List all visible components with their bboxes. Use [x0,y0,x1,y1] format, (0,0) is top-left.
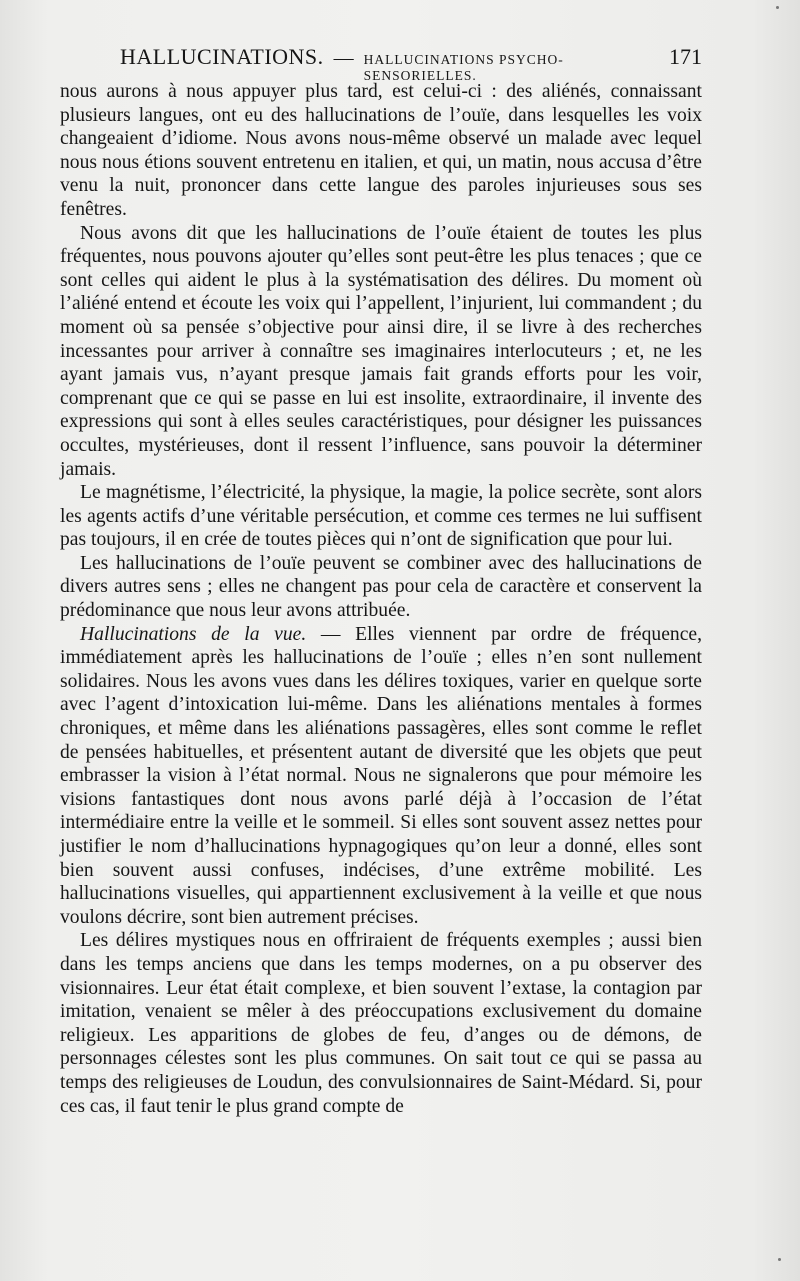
header-subtitle: HALLUCINATIONS PSYCHO-SENSORIELLES. [363,52,564,83]
paragraph-italic-lead: Hallucinations de la vue. [80,623,307,645]
paragraph-text: Nous avons dit que les hallucinations de l’ouïe étaient de toutes les plus fréquentes, nous pouvons ajouter qu’elles sont peut-être les plus tenaces ; que ce sont celles qui aident le plus à la systématisation des délires. Du moment où l’aliéné entend et écoute les voix qui l’appellent, l’injurient, lui commandent ; du moment où sa pensée s’objective pour ainsi dire, il se livre à des recherches incessantes pour arriver à connaître ses imaginaires interlocuteurs ; et, ne les ayant jamais vus, n’ayant presque jamais fait grands efforts pour les voir, comprenant que ce qui se passe en lui est insolite, extraordinaire, il invente des expressions qui sont à elles seules caractéristiques, pour désigner les puissances occultes, mystérieuses, dont il ressent l’influence, sans pouvoir la déterminer jamais. [60,222,702,480]
paragraph [60,80,702,222]
running-title [60,44,669,84]
paragraph-text: — Elles viennent par ordre de fréquence, immédiatement après les hallucinations de l’ouïe ; elles n’en sont nullement solidaires. Nous les avons vues dans les délires toxiques, varier en quelque sorte avec l’agent d’intoxication lui-même. Dans les aliénations mentales à formes chroniques, et même dans les aliénations passagères, elles sont comme le reflet de pensées habituelles, et présentent autant de diversité que les objets que peut embrasser la vision à l’état normal. Nous ne signalerons que pour mémoire les visions fantastiques dont nous avons parlé déjà à l’occasion de l’état intermédiaire entre la veille et le sommeil. Si elles sont souvent assez nettes pour justifier le nom d’hallucinations hypnagogiques qu’on leur a donné, elles sont bien souvent aussi confuses, indécises, d’une extrême mobilité. Les hallucinations visuelles, qui appartiennent exclusivement à la veille et que nous voulons décrire, sont bien autrement précises. [60,623,702,928]
paragraph [60,481,702,552]
speck-mark [776,6,779,9]
paragraph-text: Les délires mystiques nous en offriraient de fréquents exemples ; aussi bien dans les temps anciens que dans les temps modernes, on a pu observer des visionnaires. Leur état était complexe, et bien souvent l’extase, la contagion par imitation, venaient se mêler à des préoccupations exclusivement du domaine religieux. Les apparitions de globes de feu, d’anges ou de démons, de personnages célestes sont les plus communes. On sait tout ce qui se passa au temps des religieuses de Loudun, des convulsionnaires de Saint-Médard. Si, pour ces cas, il faut tenir le plus grand compte de [60,930,702,1117]
body-text [60,80,702,1197]
page-header [60,44,702,83]
paragraph [60,222,702,482]
paragraph-hallucinations-de-la-vue [60,623,702,930]
header-dash: — [333,47,354,69]
header-title: HALLUCINATIONS. [120,44,324,69]
paragraph [60,552,702,623]
paragraph [60,929,702,1118]
speck-mark [778,1258,781,1261]
page-number: 171 [669,44,702,69]
paragraph-text: Le magnétisme, l’électricité, la physique, la magie, la police secrète, sont alors les agents actifs d’une véritable persécution, et comme ces termes ne lui suffisent pas toujours, il en crée de toutes pièces qui n’ont de signification que pour lui. [60,482,702,551]
paragraph-text: Les hallucinations de l’ouïe peuvent se combiner avec des hallucinations de divers autres sens ; elles ne changent pas pour cela de caractère et conservent la prédominance que nous leur avons attribuée. [60,552,702,622]
paragraph-text: nous aurons à nous appuyer plus tard, est celui-ci : des aliénés, connaissant plusieurs langues, ont eu des hallucinations de l’ouïe, dans lesquelles les voix changeaient d’idiome. Nous avons nous-même observé un malade avec lequel nous nous étions souvent entretenu en italien, et qui, un matin, nous accusa d’être venu la nuit, prononcer dans cette langue des paroles injurieuses sous ses fenêtres. [60,81,702,220]
